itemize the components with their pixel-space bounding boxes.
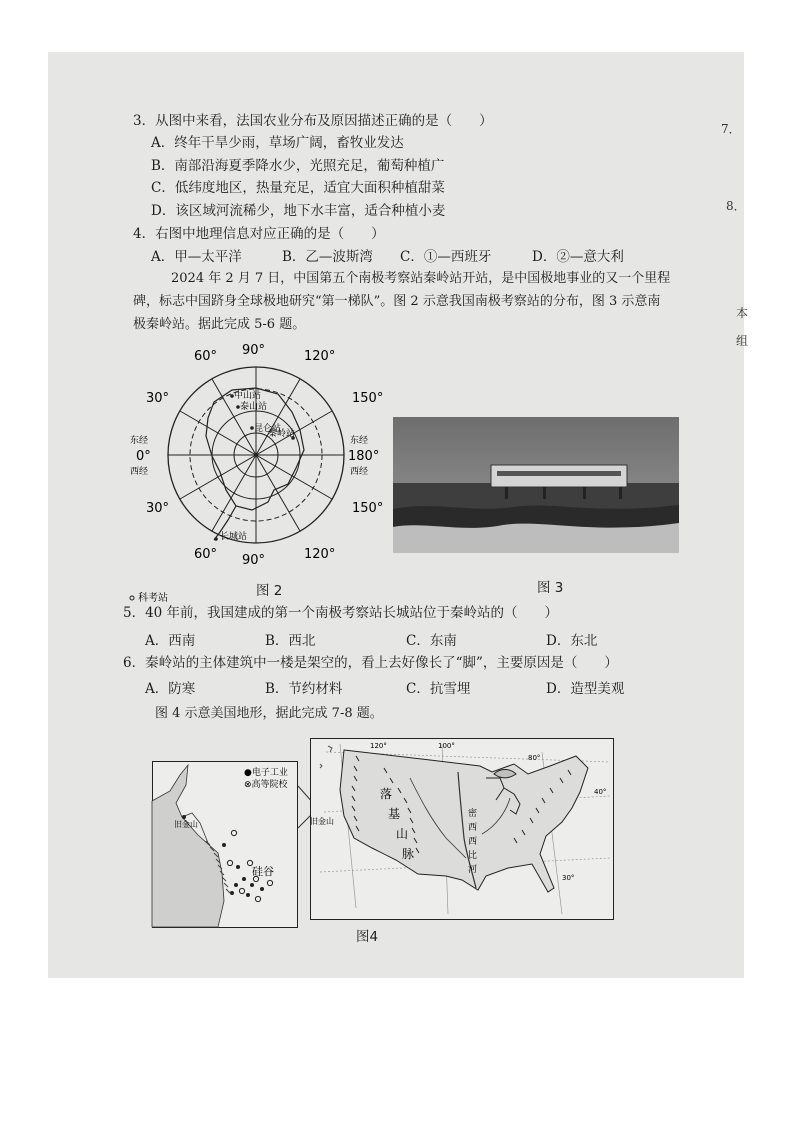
fig2-label-30-bottom: 30° — [146, 501, 170, 516]
q5-option-d: D．东北 — [546, 633, 598, 649]
q5-option-b: B．西北 — [265, 633, 316, 649]
miss-char-3: 西 — [468, 837, 478, 847]
map-label-120: 120° — [370, 742, 387, 750]
miss-char-1: 密 — [468, 809, 478, 819]
fig2-label-90-bottom: 90° — [242, 553, 266, 568]
next-page-ben-fragment: 本 — [736, 306, 749, 320]
map-label-san-francisco: 旧金山 — [310, 817, 334, 826]
fig4-intro: 图 4 示意美国地形，据此完成 7-8 题。 — [155, 706, 383, 721]
inset-label-silicon-valley: 硅谷 — [252, 865, 274, 878]
q6-option-d: D．造型美观 — [546, 681, 625, 697]
q4-option-a: A．甲—太平洋 — [151, 249, 242, 265]
rocky-char-3: 山 — [396, 827, 409, 841]
figure-2-antarctica-map — [128, 340, 398, 602]
figure-4-silicon-valley-inset — [152, 761, 298, 928]
station-zhongshan: 中山站 — [234, 391, 262, 401]
map-label-30: 30° — [562, 874, 575, 882]
fig2-label-180: 180° — [348, 449, 380, 464]
q6-option-c: C．抗雪埋 — [406, 681, 471, 697]
fig2-label-0: 0° — [136, 449, 151, 464]
fig2-label-west-right: 西经 — [350, 467, 369, 477]
fig2-label-west: 西经 — [130, 467, 149, 477]
figure-2-caption: 图 2 — [256, 583, 283, 599]
map-label-40: 40° — [594, 788, 607, 796]
station-taishan: 泰山站 — [240, 402, 268, 412]
inset-legend-universities: ⊗高等院校 — [244, 780, 288, 790]
fig2-label-90-top: 90° — [242, 343, 266, 358]
fig2-legend-station: 科考站 — [138, 593, 168, 604]
miss-char-5: 河 — [468, 865, 478, 875]
fig2-label-east-right: 东经 — [350, 436, 369, 446]
fig2-label-150-bottom: 150° — [352, 501, 384, 516]
fig2-label-150-top: 150° — [352, 391, 384, 406]
q6-option-b: B．节约材料 — [265, 681, 343, 697]
miss-char-2: 西 — [468, 823, 478, 833]
map-label-100: 100° — [438, 742, 455, 750]
fig2-label-120-bottom: 120° — [304, 547, 336, 562]
q3-option-a: A．终年干旱少雨，草场广阔，畜牧业发达 — [151, 135, 404, 151]
fig2-label-60-top: 60° — [194, 349, 218, 364]
passage-line-2: 碑，标志中国跻身全球极地研究“第一梯队”。图 2 示意我国南极考察站的分布，图 3 示意南 — [133, 294, 661, 309]
q3-stem: 3．从图中来看，法国农业分布及原因描述正确的是（ ） — [133, 113, 493, 129]
q3-option-b: B．南部沿海夏季降水少，光照充足，葡萄种植广 — [151, 158, 445, 174]
passage-line-1: 2024 年 2 月 7 日，中国第五个南极考察站秦岭站开站，是中国极地事业的又一个里程 — [171, 271, 671, 286]
inset-label-san-francisco: 旧金山 — [174, 820, 198, 829]
station-changcheng: 长城站 — [220, 532, 248, 542]
q4-option-c: C．①—西班牙 — [400, 249, 492, 265]
q6-option-a: A．防寒 — [145, 681, 196, 697]
fig2-label-east: 东经 — [130, 436, 149, 446]
rocky-char-2: 基 — [388, 807, 401, 821]
station-qinling: 秦岭站 — [268, 429, 296, 439]
q3-option-d: D．该区域河流稀少，地下水丰富，适合种植小麦 — [151, 203, 446, 219]
fig2-label-30-top: 30° — [146, 391, 170, 406]
q3-option-c: C．低纬度地区，热量充足，适宜大面积种植甜菜 — [151, 180, 445, 196]
figure-4-caption: 图4 — [356, 929, 379, 945]
q4-option-b: B．乙—波斯湾 — [282, 249, 373, 265]
map-label-80: 80° — [528, 754, 541, 762]
rocky-char-4: 脉 — [402, 847, 415, 861]
figure-3-caption: 图 3 — [537, 580, 564, 596]
miss-char-4: 比 — [468, 851, 478, 861]
next-page-zu-fragment: 组 — [736, 334, 749, 348]
q4-stem: 4．右图中地理信息对应正确的是（ ） — [133, 226, 385, 242]
q5-option-c: C．东南 — [406, 633, 457, 649]
figure-3-qinling-station-photo — [393, 417, 679, 553]
fig2-label-120-top: 120° — [304, 349, 336, 364]
q5-stem: 5．40 年前，我国建成的第一个南极考察站长城站位于秦岭站的（ ） — [123, 605, 559, 621]
next-page-q7-fragment: 7． — [721, 122, 741, 136]
inset-legend-electronics: ●电子工业 — [244, 768, 288, 778]
next-page-q8-fragment: 8． — [726, 199, 746, 213]
station-kunlun: 昆仑站 — [254, 424, 282, 434]
exam-sheet — [48, 52, 749, 978]
fig2-label-60-bottom: 60° — [194, 547, 218, 562]
q5-option-a: A．西南 — [145, 633, 196, 649]
q6-stem: 6．秦岭站的主体建筑中一楼是架空的，看上去好像长了“脚”，主要原因是（ ） — [123, 655, 618, 671]
passage-line-3: 极秦岭站。据此完成 5-6 题。 — [133, 317, 306, 332]
rocky-char-1: 落 — [380, 787, 393, 801]
q4-option-d: D．②—意大利 — [532, 249, 624, 265]
figure-4-usa-map — [310, 738, 614, 920]
